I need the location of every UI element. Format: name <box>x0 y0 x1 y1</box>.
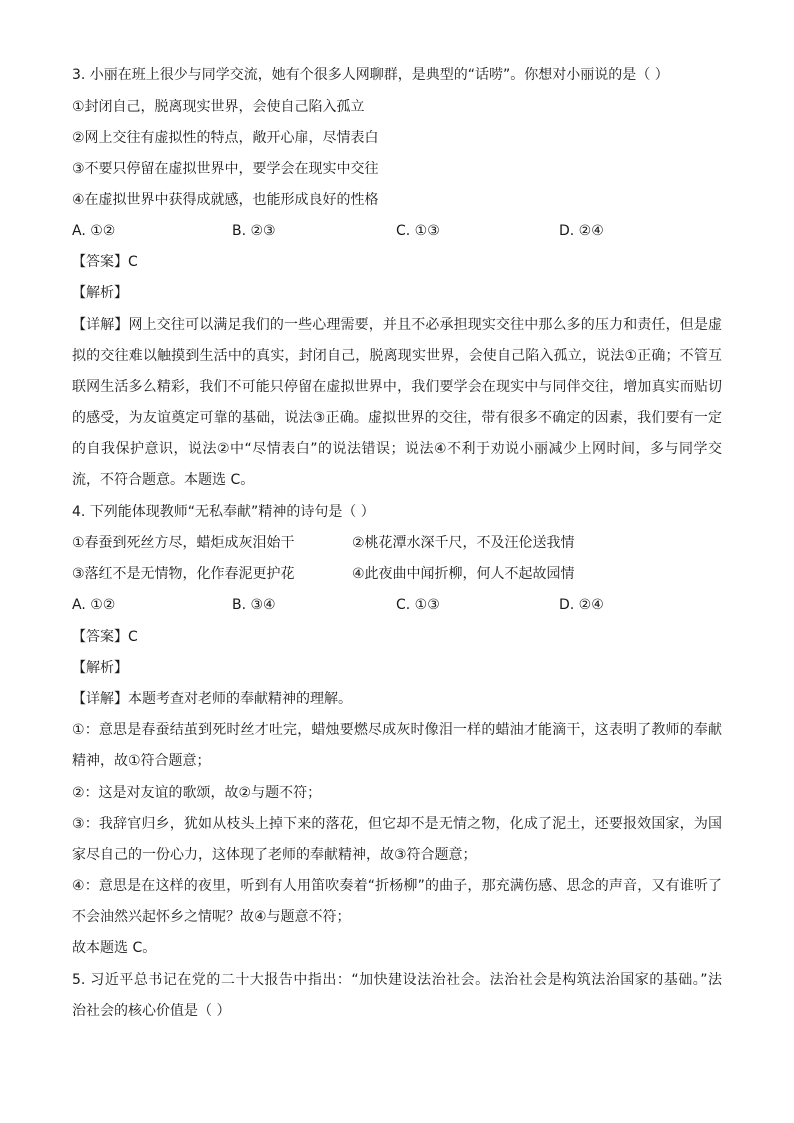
q3-option-c: C. ①③ <box>396 223 440 239</box>
q4-statement-1: ①春蚕到死丝方尽，蜡炬成灰泪始干 <box>72 535 295 551</box>
q3-detail-line-5: 的自我保护意识，说法②中“尽情表白”的说法错误；说法④不利于劝说小丽减少上网时间，多与同学交 <box>72 441 722 457</box>
q3-option-d: D. ②④ <box>559 223 604 239</box>
q4-detail-line-3: 精神，故①符合题意； <box>72 753 211 769</box>
q4-detail-line-1: 【详解】本题考查对老师的奉献精神的理解。 <box>72 691 352 707</box>
q4-statement-row-1 <box>72 532 722 554</box>
q4-stem: 4. 下列能体现教师“无私奉献”精神的诗句是（ ） <box>72 504 375 520</box>
q4-analysis-label: 【解析】 <box>72 660 128 676</box>
q3-option-b: B. ②③ <box>232 223 276 239</box>
q4-detail-line-4: ②：这是对友谊的歌颂，故②与题不符； <box>72 785 322 801</box>
q3-stem: 3. 小丽在班上很少与同学交流，她有个很多人网聊群，是典型的“话唠”。你想对小丽说的是（ ） <box>72 67 669 83</box>
q4-statement-2: ②桃花潭水深千尺，不及汪伦送我情 <box>352 535 575 551</box>
q4-option-c: C. ①③ <box>396 597 440 613</box>
q4-option-a: A. ①② <box>72 597 116 613</box>
q3-option-a: A. ①② <box>72 223 116 239</box>
q3-statement-2: ②网上交往有虚拟性的特点，敞开心扉，尽情表白 <box>72 130 379 146</box>
q4-statement-row-2 <box>72 563 722 585</box>
q4-statement-3: ③落红不是无情物，化作春泥更护花 <box>72 566 295 582</box>
q4-statement-4: ④此夜曲中闻折柳，何人不起故园情 <box>352 566 575 582</box>
q4-options <box>72 594 722 616</box>
q4-detail-line-8: 不会油然兴起怀乡之情呢？故④与题意不符； <box>72 909 351 925</box>
q3-options <box>72 220 722 242</box>
q3-answer: 【答案】C <box>72 254 138 270</box>
q3-detail-line-6: 流，不符合题意。本题选 C。 <box>72 472 255 488</box>
q3-detail-line-3: 联网生活多么精彩，我们不可能只停留在虚拟世界中，我们要学会在现实中与同伴交往，增加真实而贴切 <box>72 379 722 395</box>
q3-analysis-label: 【解析】 <box>72 285 128 301</box>
q3-detail-line-2: 拟的交往难以触摸到生活中的真实，封闭自己，脱离现实世界，会使自己陷入孤立，说法①正确；不管互 <box>72 348 722 364</box>
q5-stem-line-1: 5. 习近平总书记在党的二十大报告中指出：“加快建设法治社会。法治社会是构筑法治国家的基础。”法 <box>72 972 722 988</box>
q3-statement-1: ①封闭自己，脱离现实世界，会使自己陷入孤立 <box>72 99 365 115</box>
q3-statement-3: ③不要只停留在虚拟世界中，要学会在现实中交往 <box>72 161 379 177</box>
q3-detail-line-1: 【详解】网上交往可以满足我们的一些心理需要，并且不必承担现实交往中那么多的压力和责任，但是虚 <box>72 317 722 333</box>
q3-detail-line-4: 的感受，为友谊奠定可靠的基础，说法③正确。虚拟世界的交往，带有很多不确定的因素，我们要有一定 <box>72 410 722 426</box>
q4-option-d: D. ②④ <box>559 597 604 613</box>
q3-statement-4: ④在虚拟世界中获得成就感，也能形成良好的性格 <box>72 192 379 208</box>
q4-detail-line-7: ④：意思是在这样的夜里，听到有人用笛吹奏着“折杨柳”的曲子，那充满伤感、思念的声音，又有谁听了 <box>72 878 722 894</box>
q4-detail-line-9: 故本题选 C。 <box>72 940 157 956</box>
q4-detail-line-6: 家尽自己的一份心力，这体现了老师的奉献精神，故③符合题意； <box>72 847 477 863</box>
q4-detail-line-5: ③：我辞官归乡，犹如从枝头上掉下来的落花，但它却不是无情之物，化成了泥土，还要报效国家，为国 <box>72 816 722 832</box>
q4-answer: 【答案】C <box>72 629 138 645</box>
q5-stem-line-2: 治社会的核心价值是（ ） <box>72 1003 231 1019</box>
q4-option-b: B. ③④ <box>232 597 276 613</box>
q4-detail-line-2: ①：意思是春蚕结茧到死时丝才吐完，蜡烛要燃尽成灰时像泪一样的蜡油才能滴干，这表明了教师的奉献 <box>72 722 722 738</box>
